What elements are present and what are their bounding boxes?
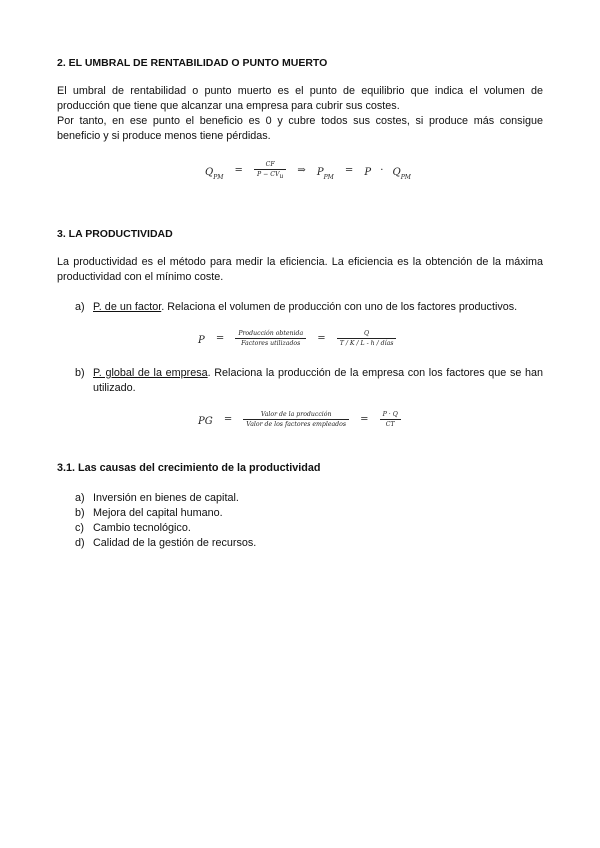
formula-q-sub: PM	[213, 174, 224, 182]
section-2-heading: 2. EL UMBRAL DE RENTABILIDAD O PUNTO MUERTO	[57, 57, 328, 69]
list-label: c)	[75, 522, 84, 534]
formula-p-sub: PM	[323, 174, 334, 182]
formula-denominator-2: T / K / L - h / días	[339, 340, 394, 347]
section-2-paragraph-2: Por tanto, en ese punto el beneficio es 0 y cubre todos sus costes, si produce más consigue beneficio y si produce menos tiene pérdidas.	[57, 115, 543, 142]
formula-dot: ·	[380, 165, 384, 176]
section-3-heading: 3. LA PRODUCTIVIDAD	[57, 228, 173, 240]
formula-denominator-text: P − CV	[256, 170, 280, 178]
formula-equals: =	[215, 333, 225, 344]
formula-equals-2: =	[317, 333, 326, 344]
factor-productivity-formula	[198, 328, 396, 347]
formula-fraction-words	[235, 330, 306, 347]
section-2-paragraph-1: El umbral de rentabilidad o punto muerto es el punto de equilibrio que indica el volumen de producción que tiene que alcanzar una empresa para cubrir sus costes.	[57, 85, 543, 112]
list-text	[93, 300, 543, 315]
formula-denominator-2: CT	[385, 421, 395, 428]
formula-equals-2: =	[344, 165, 354, 176]
formula-denominator: Factores utilizados	[241, 340, 301, 347]
formula-fraction-symbols	[337, 330, 397, 347]
section-3-1-heading: 3.1. Las causas del crecimiento de la productividad	[57, 462, 321, 474]
global-productivity-formula	[198, 409, 401, 428]
list-label: a)	[75, 301, 85, 313]
formula-q: Q	[205, 167, 214, 178]
term-factor-productivity: P. de un factor	[93, 301, 162, 313]
formula-p: P	[316, 167, 324, 178]
formula-rhs-p: P	[364, 167, 372, 178]
list-label: a)	[75, 492, 85, 504]
formula-numerator: Valor de la producción	[243, 411, 349, 420]
list-item	[75, 491, 239, 506]
formula-fraction-words	[243, 411, 349, 428]
list-text: Calidad de la gestión de recursos.	[93, 537, 257, 549]
list-text: Mejora del capital humano.	[93, 507, 223, 519]
formula-numerator-2: P · Q	[380, 411, 401, 420]
list-item-global-productivity	[75, 366, 543, 396]
formula-denominator	[254, 170, 286, 180]
term-global-productivity: P. global de la empresa	[93, 367, 208, 379]
list-item	[75, 521, 191, 536]
formula-lhs: PG	[198, 416, 213, 427]
formula-denominator-sub: u	[279, 173, 284, 181]
list-item	[75, 506, 223, 521]
formula-denominator: Valor de los factores empleados	[246, 421, 347, 428]
formula-lhs: P	[198, 335, 205, 346]
list-item-factor-productivity	[75, 300, 543, 315]
formula-fraction-symbols	[380, 411, 401, 428]
formula-numerator: CF	[254, 161, 286, 170]
list-text-body: . Relaciona la producción de la empresa con los factores que se han utilizado.	[93, 367, 543, 394]
formula-rhs-q: Q	[392, 167, 401, 178]
section-3-paragraph: La productividad es el método para medir la eficiencia. La eficiencia es la obtención de la máxima productividad con el mínimo coste.	[57, 256, 543, 283]
list-item	[75, 536, 256, 551]
list-label: d)	[75, 537, 85, 549]
formula-rhs-q-sub: PM	[400, 174, 411, 182]
list-text: Cambio tecnológico.	[93, 522, 191, 534]
formula-implies: ⇒	[297, 165, 306, 176]
list-text: Inversión en bienes de capital.	[93, 492, 239, 504]
formula-equals-2: =	[360, 414, 369, 425]
formula-numerator-2: Q	[337, 330, 397, 339]
formula-equals: =	[234, 165, 243, 176]
break-even-formula	[205, 160, 411, 181]
list-text	[93, 366, 543, 396]
formula-numerator: Producción obtenida	[235, 330, 306, 339]
formula-fraction	[254, 161, 286, 180]
list-label: b)	[75, 367, 85, 379]
formula-equals: =	[223, 414, 233, 425]
list-label: b)	[75, 507, 85, 519]
list-text-body: . Relaciona el volumen de producción con uno de los factores productivos.	[161, 301, 518, 313]
